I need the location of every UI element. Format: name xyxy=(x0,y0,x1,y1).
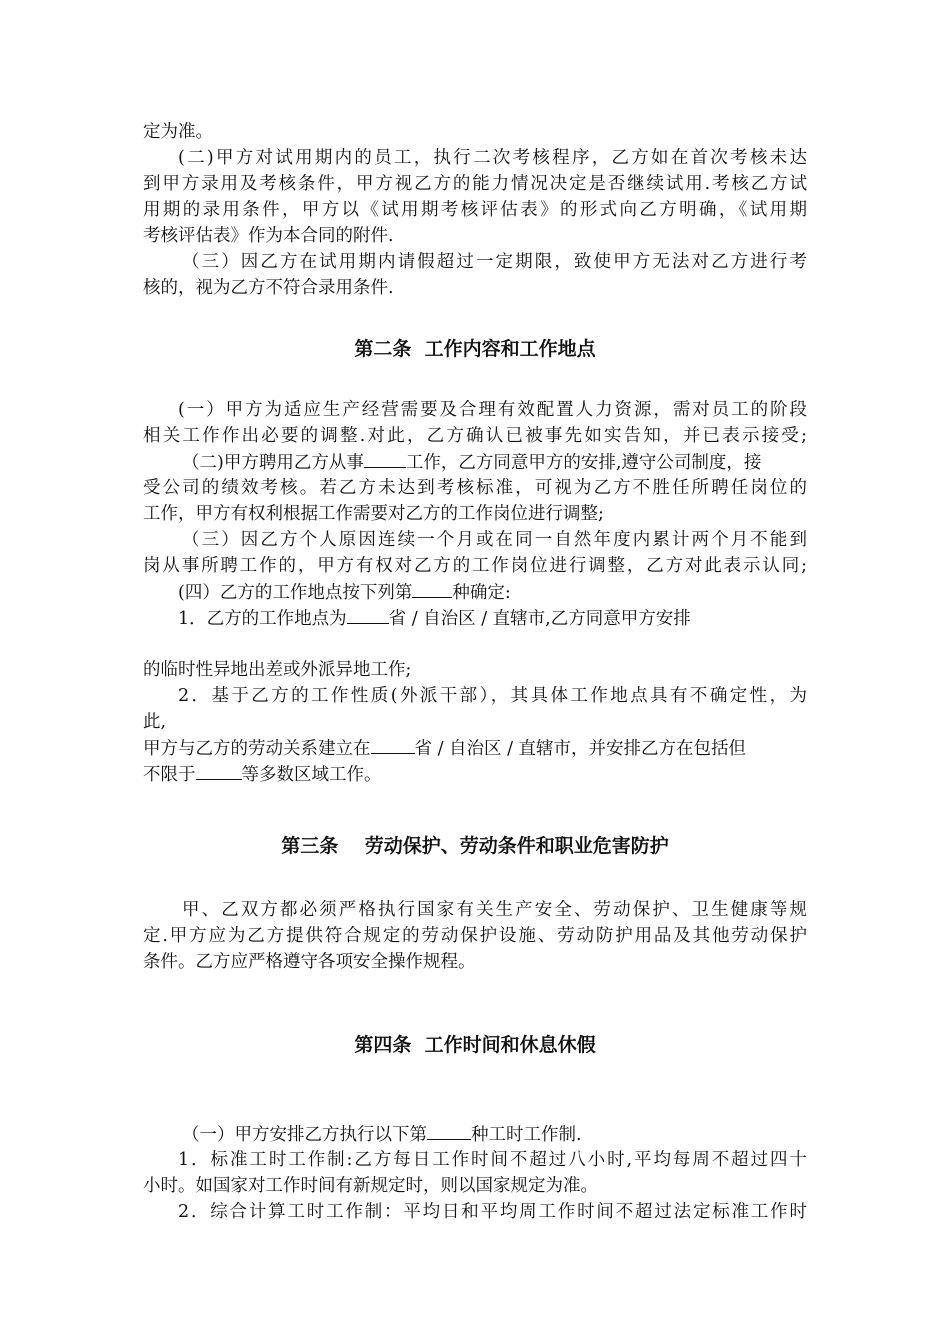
text-fragment: （二)甲方聘用乙方从事 xyxy=(182,453,364,473)
section-heading-article-2: 第二条 工作内容和工作地点 xyxy=(354,338,596,360)
text-line: 岗从事所聘工作的，甲方有权对乙方的工作岗位进行调整，乙方对此表示认同; xyxy=(143,556,807,576)
text-line: 定为准。 xyxy=(143,122,213,142)
blank-underline xyxy=(412,579,452,598)
text-line xyxy=(182,1121,582,1148)
text-line: （三）因乙方个人原因连续一个月或在同一自然年度内累计两个月不能到 xyxy=(182,530,807,550)
text-line xyxy=(178,605,691,632)
text-line: 定.甲方应为乙方提供符合规定的劳动保护设施、劳动防护用品及其他劳动保护 xyxy=(143,926,807,946)
text-fragment: 工作，乙方同意甲方的安排,遵守公司制度，接 xyxy=(405,453,762,473)
text-line: 受公司的绩效考核。若乙方未达到考核标准，可视为乙方不胜任所聘任岗位的 xyxy=(143,478,807,498)
text-fragment: 1．乙方的工作地点为 xyxy=(178,609,347,629)
text-fragment: 不限于 xyxy=(143,765,196,785)
blank-underline xyxy=(427,1121,471,1140)
text-fragment: 省 / 自治区 / 直辖市,乙方同意甲方安排 xyxy=(388,609,691,629)
text-fragment: (四）乙方的工作地点按下列第 xyxy=(178,583,413,603)
text-fragment: 种确定: xyxy=(452,583,511,603)
section-heading-article-4: 第四条 工作时间和休息休假 xyxy=(354,1034,596,1056)
text-line: (一）甲方为适应生产经营需要及合理有效配置人力资源，需对员工的阶段 xyxy=(178,400,807,420)
blank-underline xyxy=(196,761,242,780)
text-line: 到甲方录用及考核条件，甲方视乙方的能力情况决定是否继续试用.考核乙方试 xyxy=(143,174,807,194)
text-line: 工作，甲方有权利根据工作需要对乙方的工作岗位进行调整; xyxy=(143,504,604,524)
blank-underline xyxy=(364,449,406,468)
blank-underline xyxy=(371,735,415,754)
text-line: 条件。乙方应严格遵守各项安全操作规程。 xyxy=(143,952,476,972)
section-heading-article-3: 第三条 劳动保护、劳动条件和职业危害防护 xyxy=(281,835,669,857)
text-line: 核的，视为乙方不符合录用条件. xyxy=(143,278,394,298)
text-line: (二)甲方对试用期内的员工，执行二次考核程序，乙方如在首次考核未达 xyxy=(178,148,807,168)
text-line: 的临时性异地出差或外派异地工作; xyxy=(143,660,412,680)
text-line xyxy=(182,449,761,476)
text-fragment: 甲方与乙方的劳动关系建立在 xyxy=(143,739,371,759)
text-line: 相关工作作出必要的调整.对此，乙方确认已被事先如实告知，并已表示接受; xyxy=(143,426,807,446)
text-line: 1．标准工时工作制:乙方每日工作时间不超过八小时,平均每周不超过四十 xyxy=(178,1150,807,1170)
blank-underline xyxy=(347,605,389,624)
text-fragment: 种工时工作制. xyxy=(471,1125,582,1145)
text-line xyxy=(178,579,511,606)
text-line: 考核评估表》作为本合同的附件. xyxy=(143,226,394,246)
text-line: （三）因乙方在试用期内请假超过一定期限，致使甲方无法对乙方进行考 xyxy=(182,252,807,272)
text-fragment: 等多数区域工作。 xyxy=(241,765,382,785)
text-line: 小时。如国家对工作时间有新规定时，则以国家规定为准。 xyxy=(143,1176,598,1196)
text-line: 甲、乙双方都必须严格执行国家有关生产安全、劳动保护、卫生健康等规 xyxy=(182,900,807,920)
text-fragment: 省 / 自治区 / 直辖市，并安排乙方在包括但 xyxy=(414,739,747,759)
text-line: 2．综合计算工时工作制：平均日和平均周工作时间不超过法定标准工作时 xyxy=(178,1202,807,1222)
text-line: 2．基于乙方的工作性质(外派干部），其具体工作地点具有不确定性，为 xyxy=(178,686,807,706)
text-line xyxy=(143,761,382,788)
text-line: 此, xyxy=(143,712,167,732)
text-line xyxy=(143,735,746,762)
text-line: 用期的录用条件，甲方以《试用期考核评估表》的形式向乙方明确，《试用期 xyxy=(143,200,807,220)
text-fragment: （一）甲方安排乙方执行以下第 xyxy=(182,1125,427,1145)
